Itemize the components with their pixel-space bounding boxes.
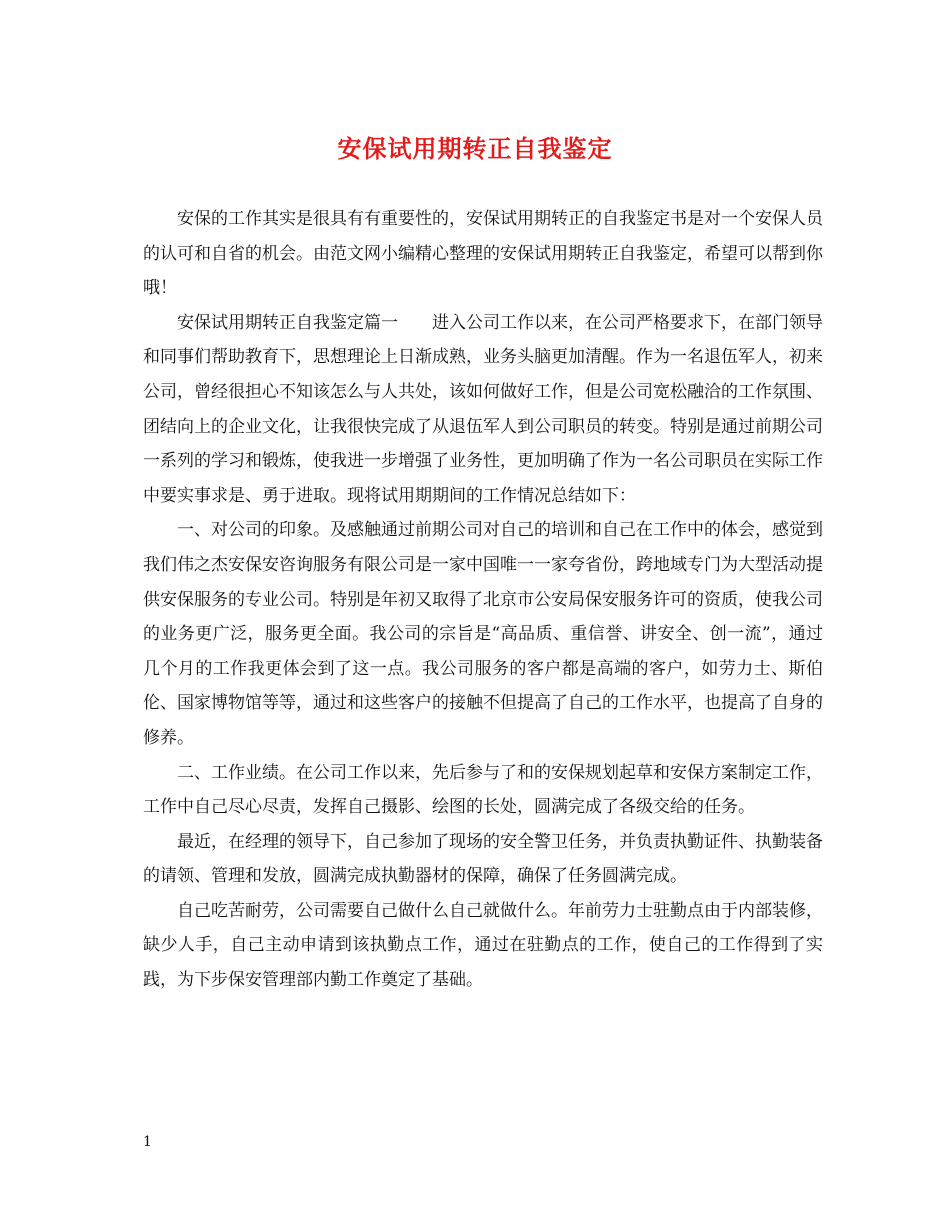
page-number: 1 bbox=[143, 1134, 152, 1150]
paragraph-work-achievements: 二、工作业绩。在公司工作以来，先后参与了和的安保规划起草和安保方案制定工作，工作中自己尽心尽责，发挥自己摄影、绘图的长处，圆满完成了各级交给的任务。 bbox=[143, 762, 823, 818]
document-title: 安保试用期转正自我鉴定 bbox=[337, 134, 613, 163]
paragraph-company-impression: 一、对公司的印象。及感触通过前期公司对自己的培训和自己在工作中的体会，感觉到我们伟之杰安保安咨询服务有限公司是一家中国唯一一家夸省份，跨地域专门为大型活动提供安保服务的专业公司。特别是年初又取得了北京市公安局保安服务许可的资质，使我公司的业务更广泛，服务更全面。我公司的宗旨是“高品质、重信誉、讲安全、创一流”，通过几个月的工作我更体会到了这一点。我公司服务的客户都是高端的客户，如劳力士、斯伯伦、国家博物馆等等，通过和这些客户的接触不但提高了自己的工作水平，也提高了自身的修养。 bbox=[143, 520, 823, 748]
paragraph-recent-duty: 最近，在经理的领导下，自己参加了现场的安全警卫任务，并负责执勤证件、执勤装备的请领、管理和发放，圆满完成执勤器材的保障，确保了任务圆满完成。 bbox=[143, 831, 823, 887]
paragraph-part-one: 安保试用期转正自我鉴定篇一 进入公司工作以来，在公司严格要求下，在部门领导和同事们帮助教育下，思想理论上日渐成熟，业务头脑更加清醒。作为一名退伍军人，初来公司，曾经很担心不知该怎么与人共处，该如何做好工作，但是公司宽松融洽的工作氛围、团结向上的企业文化，让我很快完成了从退伍军人到公司职员的转变。特别是通过前期公司一系列的学习和锻炼，使我进一步增强了业务性，更加明确了作为一名公司职员在实际工作中要实事求是、勇于进取。现将试用期期间的工作情况总结如下： bbox=[143, 312, 823, 506]
paragraph-intro: 安保的工作其实是很具有有重要性的，安保试用期转正的自我鉴定书是对一个安保人员的认可和自省的机会。由范文网小编精心整理的安保试用期转正自我鉴定，希望可以帮到你哦！ bbox=[143, 209, 823, 299]
document-body bbox=[143, 202, 823, 998]
paragraph-hard-work: 自己吃苦耐劳，公司需要自己做什么自己就做什么。年前劳力士驻勤点由于内部装修，缺少人手，自己主动申请到该执勤点工作，通过在驻勤点的工作，使自己的工作得到了实践，为下步保安管理部内勤工作奠定了基础。 bbox=[143, 900, 823, 991]
